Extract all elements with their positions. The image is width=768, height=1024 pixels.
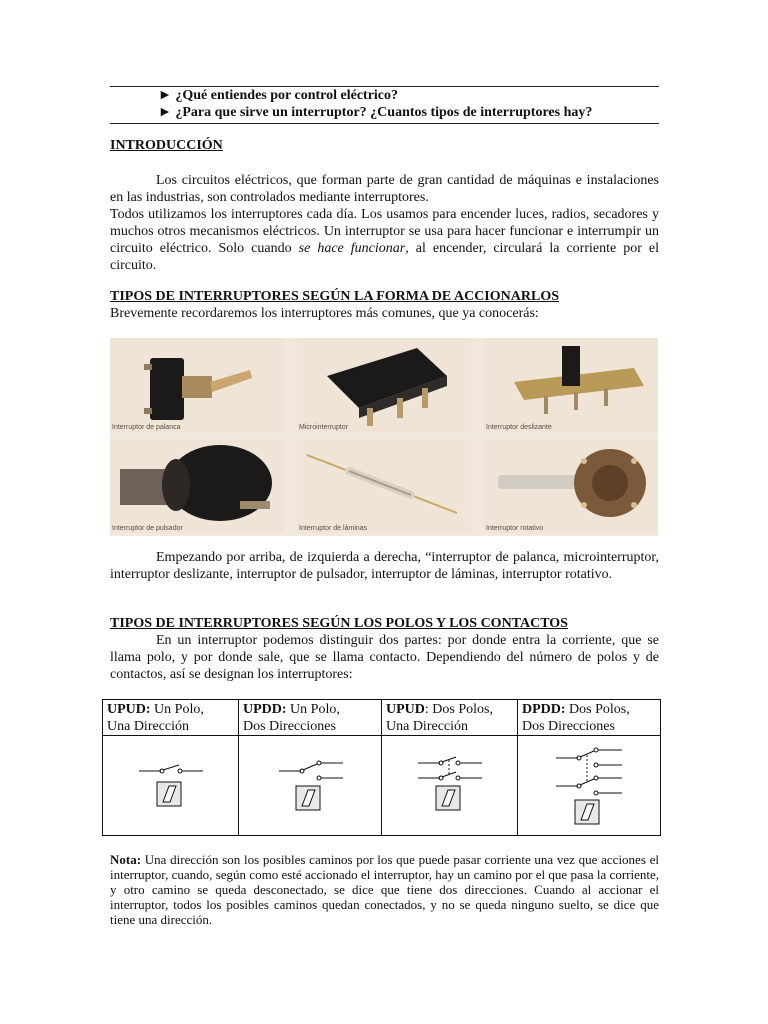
- intro-text-2b: , al encender, circulará la corriente por el circuito.: [110, 241, 659, 273]
- intro-emphasis: se hace funcionar: [298, 241, 406, 256]
- caption-5: Interruptor de láminas: [299, 525, 368, 532]
- section1-heading: TIPOS DE INTERRUPTORES SEGÚN LA FORMA DE ACCIONARLOS: [110, 289, 559, 304]
- table-header-3: UPUD: Dos Polos, Una Dirección: [382, 700, 518, 736]
- caption-1: Interruptor de palanca: [112, 424, 181, 431]
- switch-photos: [110, 338, 658, 536]
- symbol-upud: [103, 736, 239, 835]
- caption-3: Interruptor deslizante: [486, 424, 552, 431]
- section2-lead-text: En un interruptor podemos distinguir dos partes: por donde entra la corriente, que se llama polo, y por donde sale, que se llama contacto. Dependiendo del número de polos y de contactos, así se designan los interruptores:: [110, 633, 659, 682]
- caption-4: Interruptor de pulsador: [112, 525, 183, 532]
- note-text: Una dirección son los posibles caminos por los que puede pasar corriente una vez que acciones el interruptor, cuando, según como esté accionado el interruptor, hay un camino por el que pasa la corriente, y otro camino se queda desconectado, se dice que tiene dos direcciones. Cuando al accionar el interruptor, todos los posibles caminos quedan conectados, y no se queda ninguno suelto, se dice que tiene una dirección.: [110, 852, 659, 927]
- section1-lead: Brevemente recordaremos los interruptores más comunes, que ya conocerás:: [110, 306, 539, 321]
- photo-toggle-switch: [110, 338, 284, 432]
- question-1: ► ¿Qué entiendes por control eléctrico?: [158, 88, 399, 103]
- note-paragraph: [110, 852, 659, 927]
- intro-heading: INTRODUCCIÓN: [110, 138, 223, 153]
- note-label: Nota:: [110, 852, 142, 867]
- photo-reed-switch: [297, 439, 471, 533]
- symbol-updd: [239, 736, 382, 835]
- section2-lead: [110, 632, 659, 683]
- questions-box: [110, 86, 659, 124]
- section1-after: [110, 549, 659, 583]
- caption-2: Microinterruptor: [299, 424, 349, 431]
- question-2: ► ¿Para que sirve un interruptor? ¿Cuantos tipos de interruptores hay?: [158, 105, 593, 120]
- photo-microswitch: [297, 338, 471, 432]
- table-header-2: UPDD: Un Polo, Dos Direcciones: [239, 700, 382, 736]
- intro-paragraph: [110, 172, 659, 274]
- symbol-dpud: [382, 736, 518, 835]
- photo-slide-switch: [484, 338, 658, 432]
- symbol-dpdd: [518, 736, 660, 835]
- photo-rotary-switch: [484, 439, 658, 533]
- caption-6: Interruptor rotativo: [486, 525, 544, 532]
- intro-text-2a: Todos utilizamos los interruptores cada día. Los usamos para encender luces, radios, secadores y muchos otros mecanismos eléctricos. Un interruptor se usa para hacer funcionar e interrumpir un circuito eléctrico. Solo cuando: [110, 207, 659, 256]
- intro-text-1: Los circuitos eléctricos, que forman parte de gran cantidad de máquinas e instalaciones en las industrias, son controlados mediante interruptores.: [110, 173, 659, 205]
- photo-push-switch: [110, 439, 284, 533]
- switch-types-table: [102, 699, 661, 836]
- section2-heading: TIPOS DE INTERRUPTORES SEGÚN LOS POLOS Y LOS CONTACTOS: [110, 616, 568, 631]
- table-header-4: DPDD: Dos Polos, Dos Direcciones: [518, 700, 660, 736]
- table-header-1: UPUD: Un Polo, Una Dirección: [103, 700, 239, 736]
- section1-after-text: Empezando por arriba, de izquierda a derecha, “interruptor de palanca, microinterruptor, interruptor deslizante, interruptor de pulsador, interruptor de láminas, interruptor rotativo.: [110, 550, 659, 582]
